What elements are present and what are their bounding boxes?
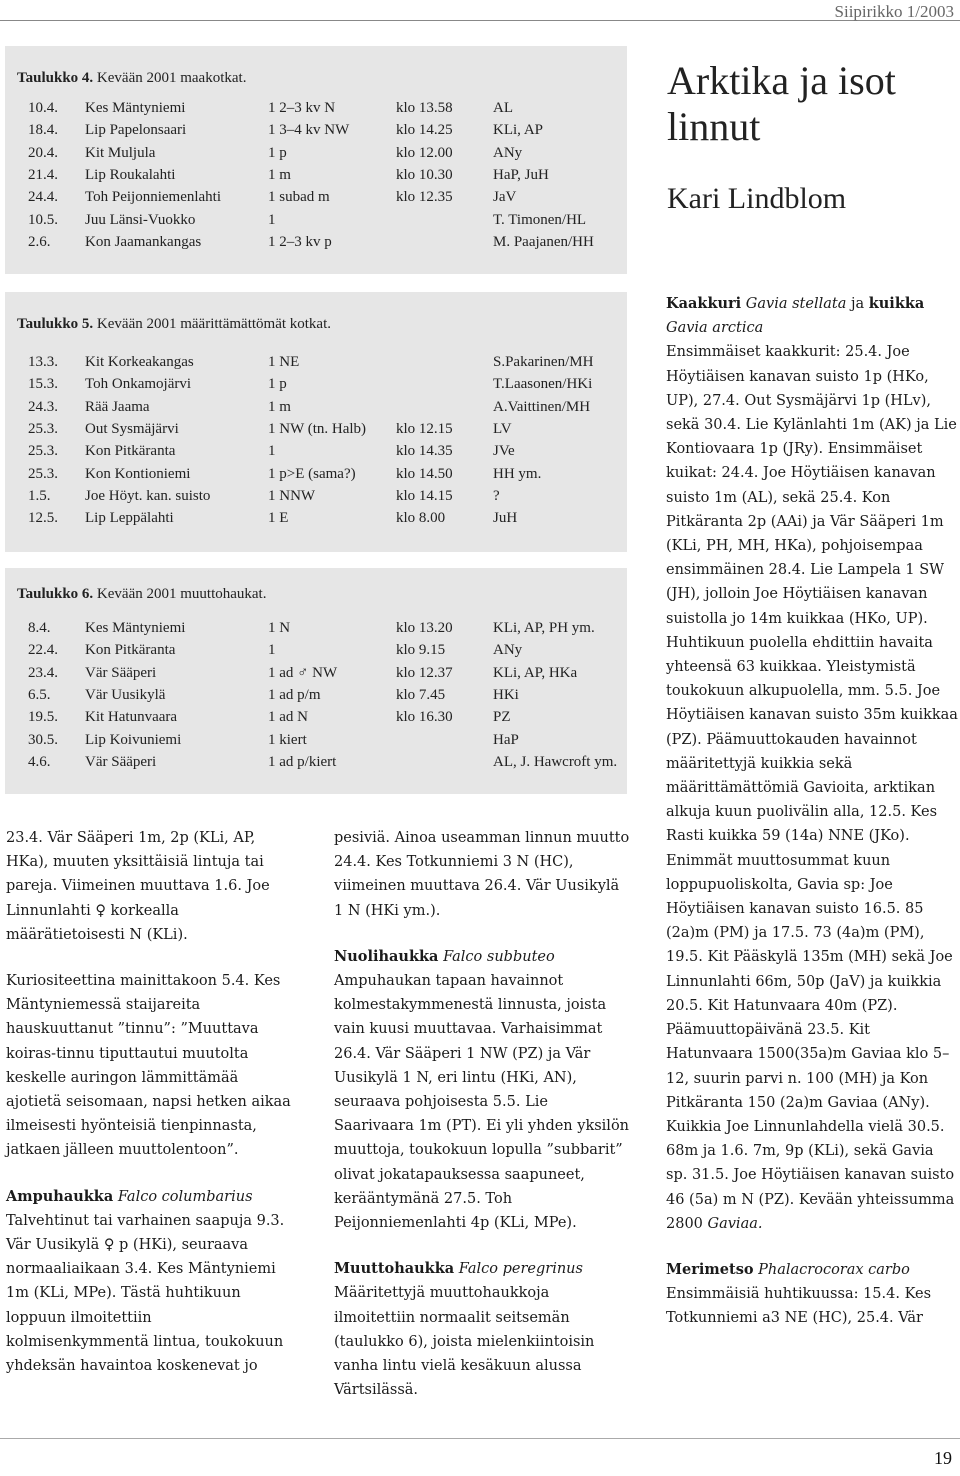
table-row [5,665,627,687]
table-4 [5,46,627,274]
cell-observer: AL [493,100,513,116]
cell-time: klo 8.00 [396,510,446,527]
table-row [5,100,627,122]
cell-date: 20.4. [28,144,58,161]
paragraph: Ampuhaukan tapaan havainnot kolmestakymmenestä linnusta, joista vain kuusi muuttavaa. Varhaisimmat 26.4. Vär Sääperi 1 NW (PZ) ja Vär Uusikylä 1 N, eri lintu (HKi, AN), seuraava pohjoisesta 5.5. Lie Saarivaara 1m (PT). Ei yli yhden yksilön muuttoja, toukokuun lopulla ”subbarit” olivat jokatapauksessa saapuneet, kerääntymänä 27.5. Toh Peijonniemenlahti 4p (KLi, MPe). [334,973,630,1232]
text-column-3 [666,292,958,1353]
paragraph: Ensimmäisiä huhtikuussa: 15.4. Kes Totkunniemi a3 NE (HC), 25.4. Vär [666,1286,932,1327]
cell-observation: 1 2–3 kv N [268,100,336,116]
paragraph: Määritettyjä muuttohaukkoja ilmoitettiin normaalit seitsemän (taulukko 6), joista mielenkiintoisin vanha lintu vielä kesäkuun alussa Värtsilässä. [334,1285,595,1399]
cell-place: Kit Korkeakangas [85,354,194,370]
footer-rule [0,1438,960,1439]
cell-date: 24.4. [28,189,58,206]
species-section [666,292,958,340]
cell-date: 19.5. [28,709,58,726]
cell-date: 15.3. [28,376,58,393]
cell-observation: 1 ad N [268,709,308,726]
cell-date: 25.3. [28,443,58,460]
table-row [5,732,627,754]
cell-place: Juu Länsi-Vuokko [85,211,196,228]
cell-observer: ? [493,487,500,504]
cell-observation: 1 m [268,398,291,415]
table-caption-text: Kevään 2001 muuttohaukat. [96,586,267,602]
table-row [5,687,627,709]
cell-observation: 1 ad p/kiert [268,753,337,770]
cell-place: Kon Jaamankangas [85,233,202,250]
cell-observation: 1 NE [268,354,300,370]
article-title: Arktika ja isot linnut [667,58,896,149]
table-row [5,620,627,642]
cell-date: 4.6. [28,753,51,770]
table-row [5,510,627,532]
table-caption-text: Kevään 2001 maakotkat. [96,70,247,86]
cell-date: 1.5. [28,487,51,504]
cell-observer: KLi, AP, HKa [493,664,578,681]
cell-date: 25.3. [28,465,58,482]
cell-observer: ANy [493,642,523,659]
cell-date: 23.4. [28,664,58,681]
species-heading: Ampuhaukka [6,1187,114,1205]
cell-place: Joe Höyt. kan. suisto [85,487,211,504]
species-heading: Nuolihaukka [334,947,439,965]
cell-observation: 1 N [268,620,291,636]
cell-place: Kit Muljula [85,144,156,161]
cell-time: klo 9.15 [396,642,446,659]
cell-observer: JaV [493,189,517,206]
species-heading: Muuttohaukka [334,1260,455,1278]
species-heading: kuikka [868,295,925,312]
table-row [5,212,627,234]
paragraph-italic: Gaviaa. [707,1215,763,1232]
cell-observer: ANy [493,144,523,161]
cell-time: klo 13.58 [396,100,453,116]
cell-time: klo 13.20 [396,620,453,636]
paragraph: Kuriositeettina mainittakoon 5.4. Kes Mäntyniemessä staijareita hauskuuttanut ”tinnu”: ”Muuttava koiras-tinnu tiputtautui muutolta keskelle auringon lämmittämää ajotietä seisomaan, napsi hetken aikaa ilmeisesti hyönteisiä tienpinnasta, jatkaen jälleen muuttolentoon”. [6,973,291,1159]
cell-place: Out Sysmäjärvi [85,420,179,437]
cell-observer: T.Laasonen/HKi [493,376,593,393]
cell-place: Rää Jaama [85,398,150,415]
cell-time: klo 14.15 [396,487,453,504]
cell-observer: T. Timonen/HL [493,211,587,228]
cell-observation: 1 ad ♂ NW [268,664,338,681]
cell-observation: 1 2–3 kv p [268,233,332,250]
cell-observation: 1 [268,642,276,659]
cell-observation: 1 NNW [268,487,316,504]
cell-observer: HaP, JuH [493,166,549,183]
cell-date: 6.5. [28,686,51,703]
table-row [5,376,627,398]
cell-time: klo 7.45 [396,686,446,703]
cell-observer: JVe [493,443,515,460]
table-caption [17,70,246,87]
cell-observer: M. Paajanen/HH [493,233,594,250]
cell-observation: 1 [268,211,276,228]
table-row [5,189,627,211]
cell-place: Toh Onkamojärvi [85,376,192,393]
table-row [5,399,627,421]
page-number: 19 [934,1448,952,1468]
table-caption-text: Kevään 2001 määrittämättömät kotkat. [96,316,332,332]
cell-observation: 1 p [268,376,287,393]
cell-observer: S.Pakarinen/MH [493,354,594,370]
cell-observer: HaP [493,731,519,748]
species-section [666,1258,958,1282]
cell-observation: 1 E [268,510,289,527]
species-scientific-name: Falco peregrinus [458,1261,583,1278]
cell-place: Lip Leppälahti [85,510,174,527]
cell-place: Lip Koivuniemi [85,731,182,748]
cell-date: 13.3. [28,354,58,370]
cell-date: 25.3. [28,420,58,437]
cell-time: klo 12.35 [396,189,453,206]
table-row [5,167,627,189]
cell-place: Kit Hatunvaara [85,709,178,726]
cell-date: 21.4. [28,166,58,183]
species-scientific-name: Falco columbarius [117,1188,253,1205]
cell-observation: 1 p [268,144,287,161]
cell-date: 24.3. [28,398,58,415]
cell-time: klo 12.00 [396,144,453,161]
header-rule [0,20,960,21]
cell-place: Kes Mäntyniemi [85,620,186,636]
issue-label: Siipirikko 1/2003 [834,2,954,21]
cell-observer: KLi, AP [493,122,544,139]
cell-observation: 1 ad p/m [268,686,321,703]
table-row [5,443,627,465]
cell-date: 10.5. [28,211,58,228]
cell-observation: 1 NW (tn. Halb) [268,420,367,437]
page-header [0,0,960,22]
cell-place: Vär Uusikylä [85,686,166,703]
cell-observer: LV [493,420,512,437]
cell-place: Kon Kontioniemi [85,465,191,482]
cell-time: klo 12.37 [396,664,453,681]
table-row [5,488,627,510]
cell-place: Kon Pitkäranta [85,642,176,659]
species-scientific-name: Phalacrocorax carbo [758,1261,910,1278]
cell-observer: PZ [493,709,511,726]
cell-observation: 1 subad m [268,189,330,206]
table-caption [17,316,331,333]
table-row [5,234,627,256]
cell-place: Toh Peijonniemenlahti [85,189,222,206]
cell-time: klo 14.25 [396,122,453,139]
paragraph [666,340,958,1236]
cell-date: 18.4. [28,122,58,139]
cell-observer: AL, J. Hawcroft ym. [493,753,618,770]
cell-place: Vär Sääperi [85,664,157,681]
cell-time: klo 14.35 [396,443,453,460]
cell-time: klo 12.15 [396,420,453,437]
text-column-2 [334,826,630,1424]
cell-time: klo 16.30 [396,709,453,726]
cell-observation: 1 3–4 kv NW [268,122,350,139]
text-column-1 [6,826,298,1400]
cell-observation: 1 [268,443,276,460]
cell-date: 30.5. [28,731,58,748]
species-section [334,1257,630,1281]
paragraph: pesiviä. Ainoa useamman linnun muutto 24.4. Kes Totkunniemi 3 N (HC), viimeinen muuttava 26.4. Vär Uusikylä 1 N (HKi ym.). [334,830,630,919]
table-row [5,122,627,144]
species-scientific-name: Gavia stellata [745,296,847,312]
cell-place: Lip Roukalahti [85,166,176,183]
table-caption [17,586,266,603]
paragraph-text: Ensimmäiset kaakkurit: 25.4. Joe Höytiäisen kanavan suisto 1p (HKo, UP), 27.4. Out Sysmäjärvi 1p (HLv), sekä 30.4. Lie Kylänlahti 1m (AK) ja Lie Kontiovaara 1p (JRy). Ensimmäiset kuikat: 24.4. Joe Höytiäisen kanavan suisto 1m (AL), sekä 25.4. Kon Pitkäranta 2p (AAi) ja Vär Sääperi 1m (KLi, PH, MH, HKa), pohjoisempaa ensimmäinen 28.4. Lie Lampela 1 SW (JH), jolloin Joe Höytiäisen kanavan suistolla jo 14m kuikkaa (HKo, UP). Huhtikuun puolella ehdittiin havaita yhteensä 63 kuikkaa. Yleistymistä toukokuun alkupuolella, mm. 5.5. Joe Höytiäisen kanavan suisto 35m kuikkaa (PZ). Päämuuttokauden havainnot määritettyjä kuikkia sekä määrittämättömiä Gavioita, arktikan alkuja kuun puolivälin alla, 12.5. Kes Rasti kuikka 59 (14a) NNE (JKo). Enimmät muuttosummat kuun loppupuoliskolta, Gavia sp: Joe Höytiäisen kanavan suisto 16.5. 85 (2a)m (PM) ja 17.5. 73 (4a)m (PM), 19.5. Kit Pääskylä 135m (MH) sekä Joe Linnunlahti 66m, 50p (JaV) ja kuikkia 20.5. Kit Hatunvaara 40m (PZ). Päämuuttopäivänä 23.5. Kit Hatunvaara 1500(35a)m Gaviaa klo 5–12, suurin parvi n. 100 (MH) ja Kon Pitkäranta 150 (2a)m Gaviaa (ANy). Kuikkia Joe Linnunlahdella vielä 30.5. 68m ja 1.6. 7m, 9p (KLi), sekä Gavia sp. 31.5. Joe Höytiäisen kanavan suisto 46 (5a) m N (PZ). Kevään yhteissumma 2800 [666,344,958,1232]
cell-date: 2.6. [28,233,51,250]
article-author: Kari Lindblom [667,182,847,215]
cell-date: 8.4. [28,620,51,636]
table-label: Taulukko 6. [17,586,94,602]
cell-observation: 1 kiert [268,731,307,748]
cell-observation: 1 m [268,166,291,183]
table-row [5,754,627,776]
table-row [5,709,627,731]
paragraph: Talvehtinut tai varhainen saapuja 9.3. Vär Uusikylä ♀ p (HKi), seuraava normaaliaikaan 3.4. Kes Mäntyniemi 1m (KLi, MPe). Tästä huhtikuun loppuun ilmoitettiin kolmisenkymmentä lintua, toukokuun yhdeksän havaintoa koskenevat jo [6,1212,285,1375]
species-scientific-name: Falco subbuteo [443,948,555,965]
cell-observation: 1 p>E (sama?) [268,465,356,482]
species-section [334,945,630,969]
species-section [6,1185,298,1209]
species-heading: Merimetso [666,1260,754,1278]
conjunction: ja [850,296,865,312]
cell-place: Lip Papelonsaari [85,122,187,139]
table-row [5,466,627,488]
table-6 [5,568,627,794]
cell-observer: A.Vaittinen/MH [493,398,591,415]
cell-date: 22.4. [28,642,58,659]
table-row [5,145,627,167]
table-label: Taulukko 5. [17,316,94,332]
cell-observer: KLi, AP, PH ym. [493,620,595,636]
cell-date: 10.4. [28,100,58,116]
cell-observer: JuH [493,510,518,527]
cell-time: klo 10.30 [396,166,453,183]
table-row [5,642,627,664]
cell-observer: HKi [493,686,519,703]
cell-observer: HH ym. [493,465,542,482]
table-row [5,354,627,376]
cell-place: Kes Mäntyniemi [85,100,186,116]
table-5 [5,292,627,552]
table-label: Taulukko 4. [17,70,94,86]
cell-date: 12.5. [28,510,58,527]
cell-time: klo 14.50 [396,465,453,482]
cell-place: Kon Pitkäranta [85,443,176,460]
table-row [5,421,627,443]
paragraph: 23.4. Vär Sääperi 1m, 2p (KLi, AP, HKa), muuten yksittäisiä lintuja tai pareja. Viimeinen muuttava 1.6. Joe Linnunlahti ♀ korkealla määrätietoisesti N (KLi). [6,830,270,943]
species-scientific-name: Gavia arctica [666,320,764,337]
species-heading: Kaakkuri [666,295,742,312]
cell-place: Vär Sääperi [85,753,157,770]
